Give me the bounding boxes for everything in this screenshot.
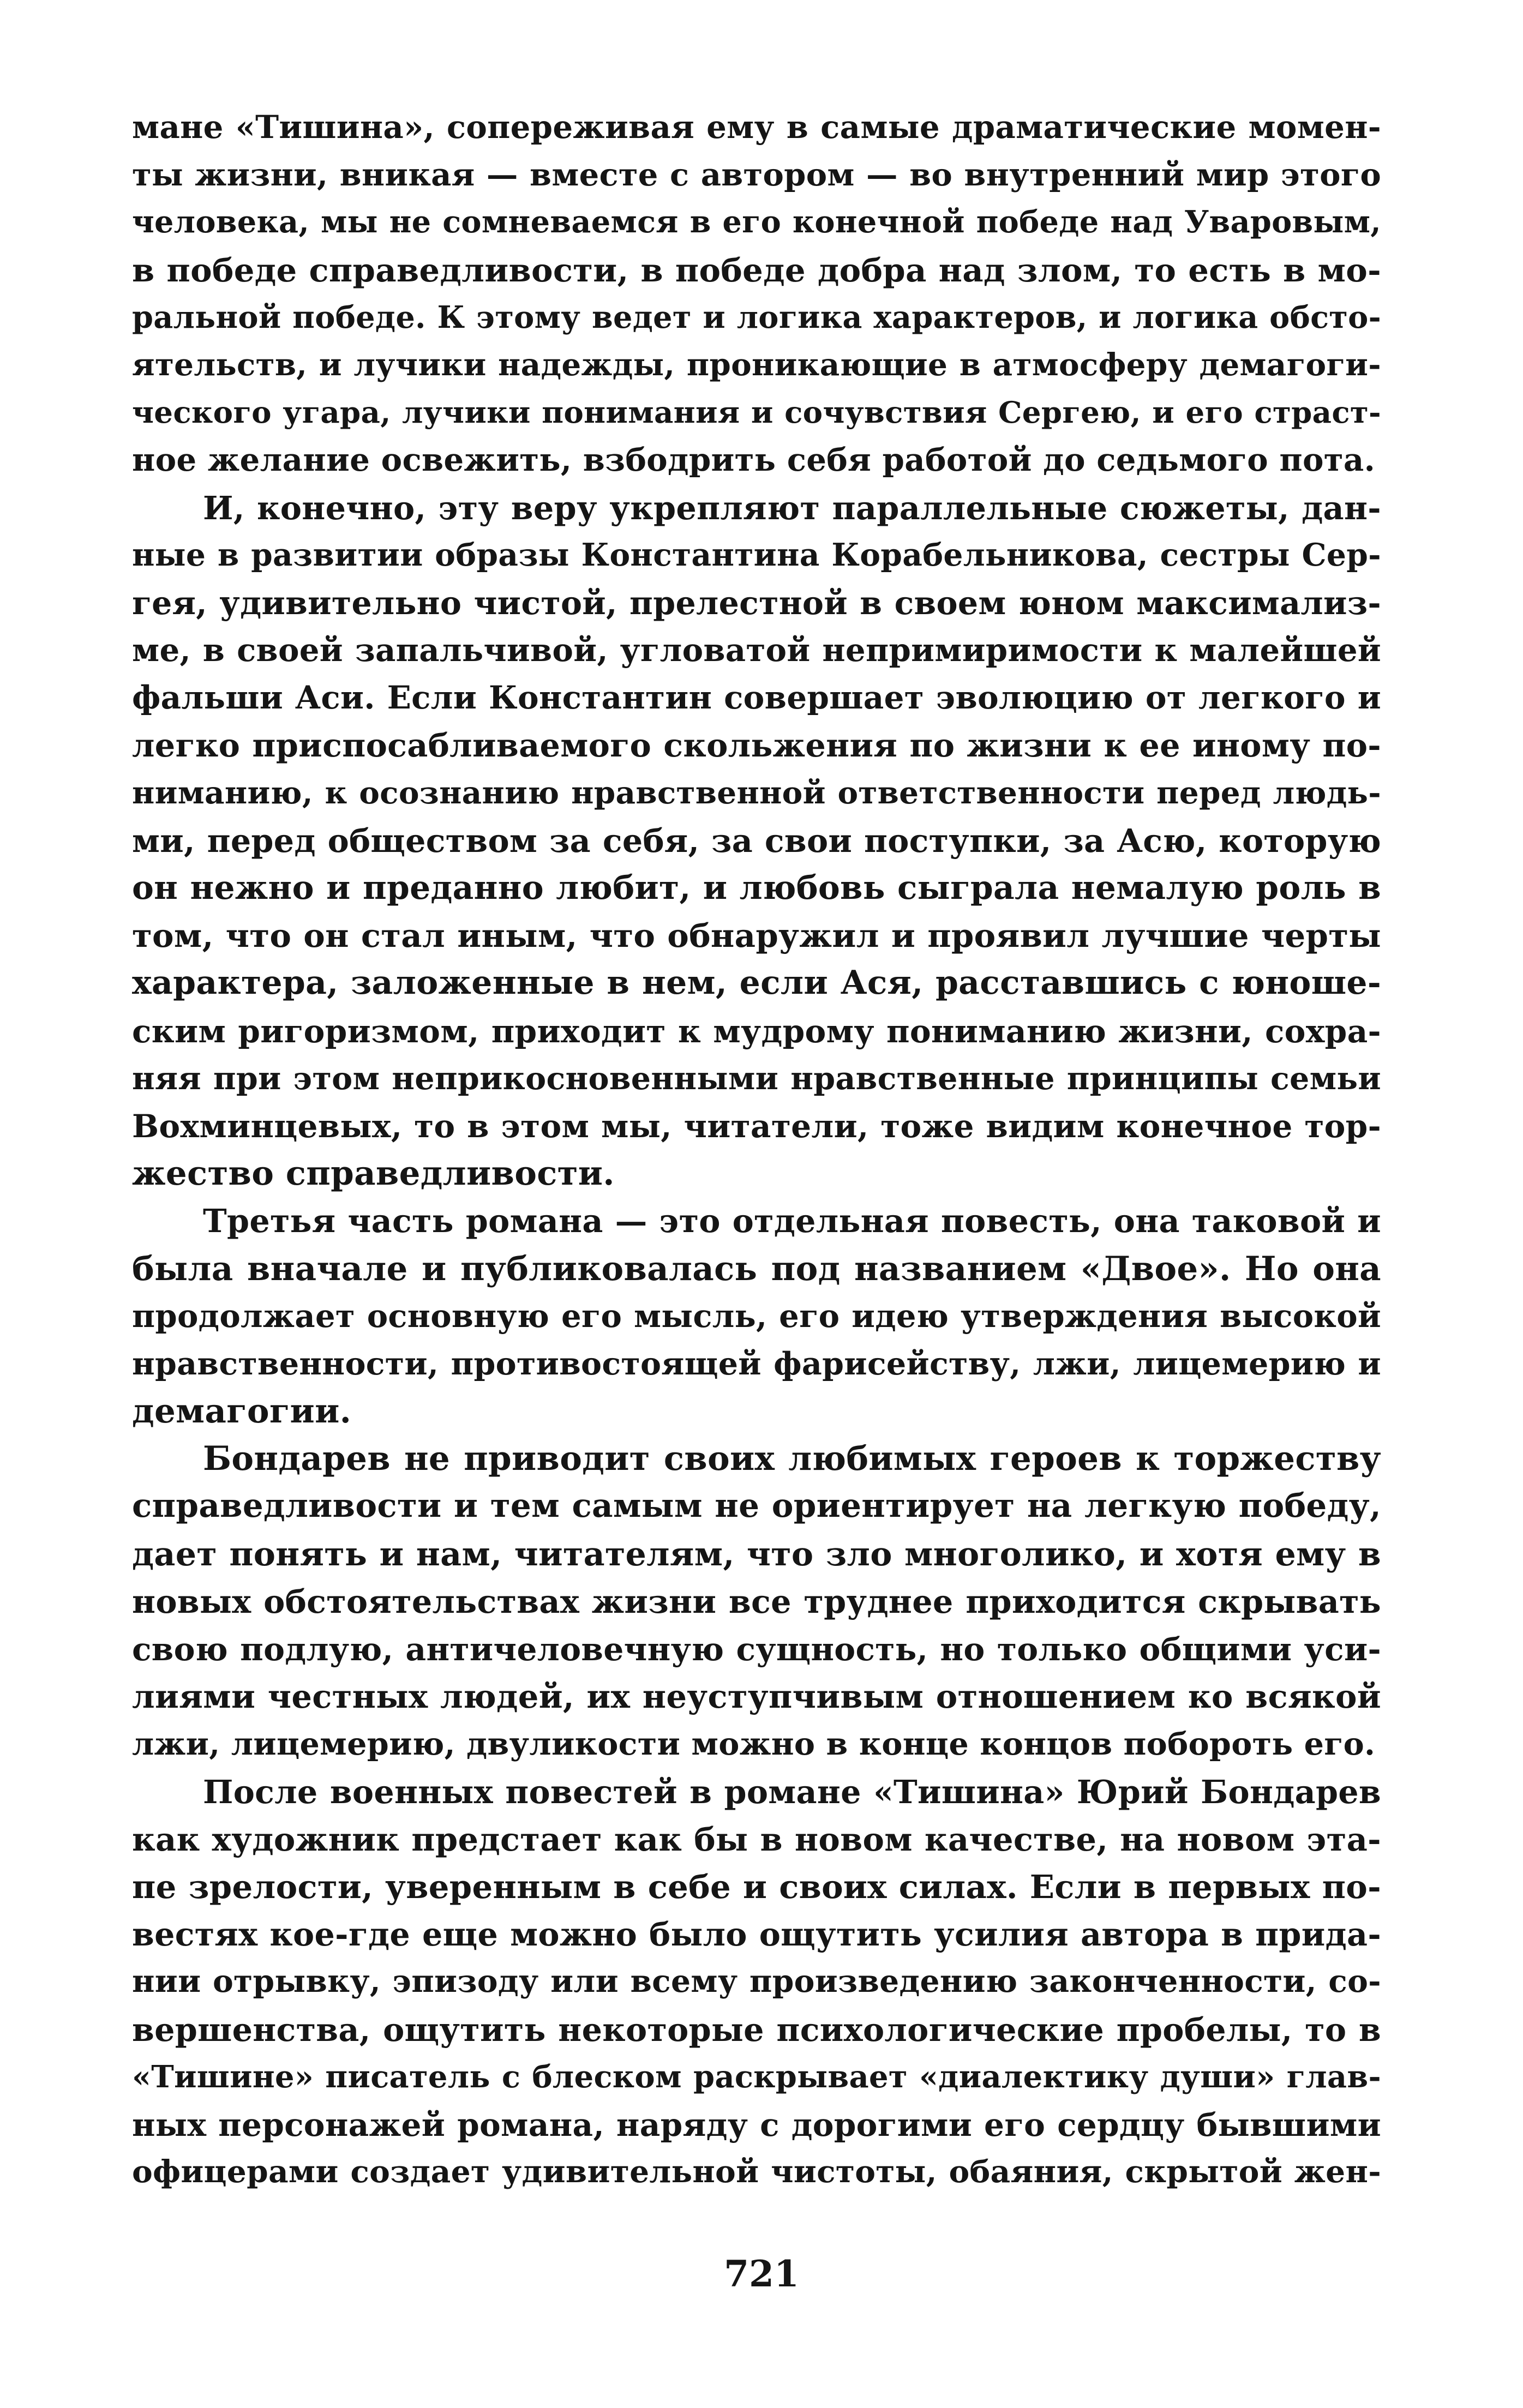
text-line: нии отрывку, эпизоду или всему произведению законченности, со-: [132, 1963, 1381, 2000]
text-line: том, что он стал иным, что обнаружил и проявил лучшие черты: [132, 916, 1381, 955]
text-line: ме, в своей запальчивой, угловатой непримиримости к малейшей: [132, 632, 1381, 669]
text-line: пе зрелости, уверенным в себе и своих силах. Если в первых по-: [132, 1867, 1381, 1906]
text-line: свою подлую, античеловечную сущность, но только общими уси-: [132, 1630, 1381, 1668]
text-line: лжи, лицемерию, двуликости можно в конце концов побороть его.: [132, 1726, 1376, 1763]
page-number: 721: [724, 2253, 799, 2295]
text-line: человека, мы не сомневаемся в его конечной победе над Уваровым,: [132, 205, 1381, 241]
text-line: справедливости и тем самым не ориентирует на легкую победу,: [132, 1487, 1381, 1526]
text-line: И, конечно, эту веру укрепляют параллельные сюжеты, дан-: [203, 489, 1381, 527]
text-line: легко приспосабливаемого скольжения по жизни к ее иному по-: [132, 726, 1381, 765]
text-line: новых обстоятельствах жизни все труднее приходится скрывать: [132, 1582, 1381, 1620]
text-line: Вохминцевых, то в этом мы, читатели, тоже видим конечное тор-: [132, 1107, 1381, 1145]
text-line: вершенства, ощутить некоторые психологические пробелы, то в: [132, 2010, 1381, 2049]
text-line: в победе справедливости, в победе добра над злом, то есть в мо-: [132, 250, 1381, 289]
text-line: ные в развитии образы Константина Корабельникова, сестры Сер-: [132, 537, 1381, 573]
text-line: Бондарев не приводит своих любимых героев к торжеству: [203, 1439, 1381, 1479]
text-line: офицерами создает удивительной чистоты, обаяния, скрытой жен-: [132, 2154, 1381, 2190]
text-line: ральной победе. К этому ведет и логика характеров, и логика обсто-: [132, 299, 1381, 335]
text-line: ми, перед обществом за себя, за свои поступки, за Асю, которую: [132, 821, 1381, 860]
text-line: он нежно и преданно любит, и любовь сыграла немалую роль в: [132, 869, 1381, 907]
text-line: ятельств, и лучики надежды, проникающие в атмосферу демагоги-: [132, 346, 1381, 383]
text-line: демагогии.: [132, 1392, 352, 1431]
text-line: няя при этом неприкосновенными нравственные принципы семьи: [132, 1060, 1381, 1097]
text-line: ных персонажей романа, наряду с дорогими его сердцу бывшими: [132, 2105, 1381, 2143]
body-text: [132, 104, 1381, 2196]
text-line: продолжает основную его мысль, его идею утверждения высокой: [132, 1297, 1381, 1335]
text-line: ное желание освежить, взбодрить себя работой до седьмого пота.: [132, 441, 1376, 479]
text-line: фальши Аси. Если Константин совершает эволюцию от легкого и: [132, 679, 1381, 717]
text-line: ческого угара, лучики понимания и сочувствия Сергею, и его страст-: [132, 395, 1381, 430]
text-line: После военных повестей в романе «Тишина» Юрий Бондарев: [203, 1773, 1381, 1811]
text-line: мане «Тишина», сопереживая ему в самые драматические момен-: [132, 109, 1381, 146]
text-line: вестях кое-где еще можно было ощутить усилия автора в прида-: [132, 1915, 1381, 1954]
text-line: нравственности, противостоящей фарисейству, лжи, лицемерию и: [132, 1345, 1381, 1382]
text-line: ниманию, к осознанию нравственной ответственности перед людь-: [132, 774, 1381, 811]
text-line: Третья часть романа — это отдельная повесть, она таковой и: [203, 1202, 1381, 1240]
text-line: жество справедливости.: [132, 1154, 615, 1193]
text-line: была вначале и публиковалась под названием «Двое». Но она: [132, 1249, 1381, 1288]
text-line: гея, удивительно чистой, прелестной в своем юном максимализ-: [132, 584, 1381, 622]
text-line: характера, заложенные в нем, если Ася, расставшись с юноше-: [132, 964, 1381, 1002]
text-line: ты жизни, вникая — вместе с автором — во внутренний мир этого: [132, 156, 1381, 194]
text-line: дает понять и нам, читателям, что зло многолико, и хотя ему в: [132, 1534, 1381, 1574]
text-line: лиями честных людей, их неуступчивым отношением ко всякой: [132, 1677, 1381, 1716]
text-line: как художник предстает как бы в новом качестве, на новом эта-: [132, 1820, 1381, 1858]
text-line: ским ригоризмом, приходит к мудрому пониманию жизни, сохра-: [132, 1012, 1381, 1050]
text-line: «Тишине» писатель с блеском раскрывает «диалектику души» глав-: [132, 2059, 1381, 2095]
